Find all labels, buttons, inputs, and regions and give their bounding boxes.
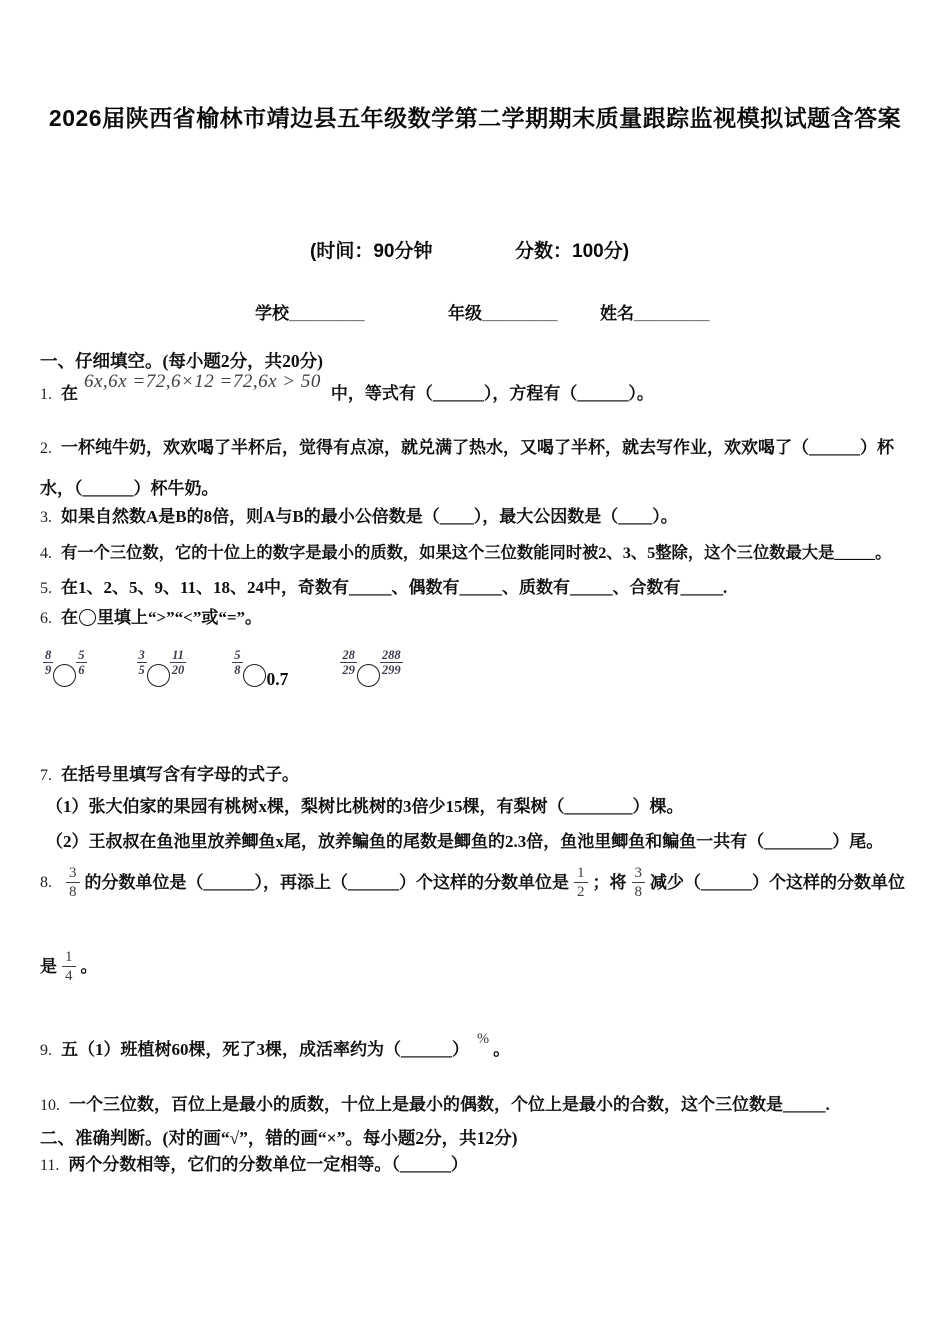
comparison-circle — [357, 664, 380, 687]
question-11-text: 两个分数相等，它们的分数单位一定相等。（______） — [68, 1155, 468, 1174]
fraction: $\frac{3}{8}$ — [66, 864, 80, 901]
question-7-sub-2 — [46, 830, 883, 854]
question-7-number: 7. — [40, 767, 52, 784]
question-6 — [40, 606, 262, 631]
question-5 — [40, 576, 727, 601]
question-2-number: 2. — [40, 440, 52, 457]
question-1-pre: 在 — [61, 384, 78, 403]
question-1-number: 1. — [40, 386, 52, 403]
comparison-pair-2 — [137, 648, 187, 687]
question-2 — [40, 428, 918, 509]
fraction: $\frac{288}{299}$ — [381, 648, 401, 678]
question-8-text-5: 。 — [80, 956, 98, 976]
grade-blank: 年级________ — [448, 304, 558, 323]
fraction: $\frac{28}{29}$ — [342, 648, 355, 678]
question-10-text: 一个三位数，百位上是最小的质数，十位上是最小的偶数，个位上是最小的合数，这个三位数是_____. — [69, 1095, 830, 1114]
section-2-heading: 二、准确判断。(对的画“√”，错的画“×”。每小题2分，共12分) — [40, 1128, 518, 1148]
comparison-pair-1 — [43, 648, 87, 687]
question-10-number: 10. — [40, 1097, 60, 1114]
fraction: $\frac{11}{20}$ — [171, 648, 185, 678]
question-9-post: 。 — [493, 1040, 511, 1059]
fraction-comparison-row — [43, 648, 403, 690]
fraction: $\frac{5}{8}$ — [234, 648, 241, 678]
question-3-number: 3. — [40, 509, 52, 526]
question-9-pre: 五（1）班植树60棵，死了3棵，成活率约为（______） — [61, 1040, 469, 1059]
fraction: $\frac{3}{5}$ — [138, 648, 145, 678]
fraction: $\frac{1}{4}$ — [62, 948, 76, 985]
section-1-heading: 一、仔细填空。(每小题2分，共20分) — [40, 351, 323, 371]
question-9-number: 9. — [40, 1042, 52, 1059]
exam-time-label: (时间：90分钟 — [310, 241, 433, 262]
question-11-number: 11. — [40, 1157, 60, 1174]
question-5-text: 在1、2、5、9、11、18、24中，奇数有_____、偶数有_____、质数有_____、合数有_____. — [61, 578, 728, 597]
comparison-circle — [53, 664, 76, 687]
exam-score-label: 分数：100分) — [515, 241, 630, 262]
school-blank: 学校________ — [255, 304, 365, 323]
question-7 — [40, 763, 299, 788]
sub-question-number: （2） — [46, 832, 89, 851]
percent-sign: % — [477, 1031, 490, 1047]
fraction: $\frac{5}{6}$ — [78, 648, 85, 678]
question-8-line-2 — [40, 948, 98, 985]
question-6-pre: 在 — [61, 608, 78, 627]
question-3 — [40, 505, 678, 530]
sub-question-number: （1） — [46, 797, 89, 816]
question-9 — [40, 1031, 511, 1063]
question-6-post: 里填上“>”“<”或“=”。 — [97, 608, 263, 627]
question-8-text-2: ；将 — [592, 872, 627, 892]
page-title: 2026届陕西省榆林市靖边县五年级数学第二学期期末质量跟踪监视模拟试题含答案 — [48, 105, 902, 131]
question-1-post: 中，等式有（______），方程有（______）。 — [330, 384, 654, 403]
comparison-pair-3 — [232, 648, 288, 690]
question-3-text: 如果自然数A是B的8倍，则A与B的最小公倍数是（____），最大公因数是（____）。 — [61, 507, 678, 526]
fraction: $\frac{1}{2}$ — [574, 864, 588, 901]
question-8-text-4: 是 — [40, 956, 57, 976]
question-5-number: 5. — [40, 580, 52, 597]
comparison-pair-4 — [340, 648, 402, 687]
sub-question-text: 王叔叔在鱼池里放养鲫鱼x尾，放养鳊鱼的尾数是鲫鱼的2.3倍，鱼池里鲫鱼和鳊鱼一共有（________）尾。 — [88, 832, 884, 851]
question-7-sub-1 — [46, 795, 684, 819]
fraction: $\frac{8}{9}$ — [45, 648, 52, 678]
comparison-circle — [243, 664, 266, 687]
question-4-number: 4. — [40, 545, 52, 562]
question-8-text-1: 的分数单位是（______），再添上（______）个这样的分数单位是 — [84, 872, 569, 892]
fraction: $\frac{3}{8}$ — [632, 864, 646, 901]
question-2-text: 一杯纯牛奶，欢欢喝了半杯后，觉得有点凉，就兑满了热水，又喝了半杯，就去写作业，欢欢喝了（______）杯水，（______）杯牛奶。 — [40, 438, 894, 498]
question-8-number: 8. — [40, 873, 52, 891]
question-4-text: 有一个三位数，它的十位上的数字是最小的质数，如果这个三位数能同时被2、3、5整除，这个三位数最大是_____。 — [61, 543, 892, 562]
question-1 — [40, 371, 654, 407]
fill-circle-icon — [79, 609, 96, 626]
question-8-text-3: 减少（______）个这样的分数单位 — [650, 872, 905, 892]
question-10 — [40, 1093, 830, 1118]
math-expression: 6x,6x =72,6×12 =72,6x > 50 — [84, 371, 321, 392]
question-4 — [40, 541, 891, 566]
question-11 — [40, 1153, 468, 1178]
name-blank: 姓名________ — [600, 304, 710, 323]
question-8 — [40, 864, 905, 901]
question-6-number: 6. — [40, 610, 52, 627]
comparison-circle — [147, 664, 170, 687]
decimal-value: 0.7 — [266, 669, 289, 689]
sub-question-text: 张大伯家的果园有桃树x棵，梨树比桃树的3倍少15棵，有梨树（________）棵。 — [88, 797, 684, 816]
question-7-text: 在括号里填写含有字母的式子。 — [61, 765, 299, 784]
